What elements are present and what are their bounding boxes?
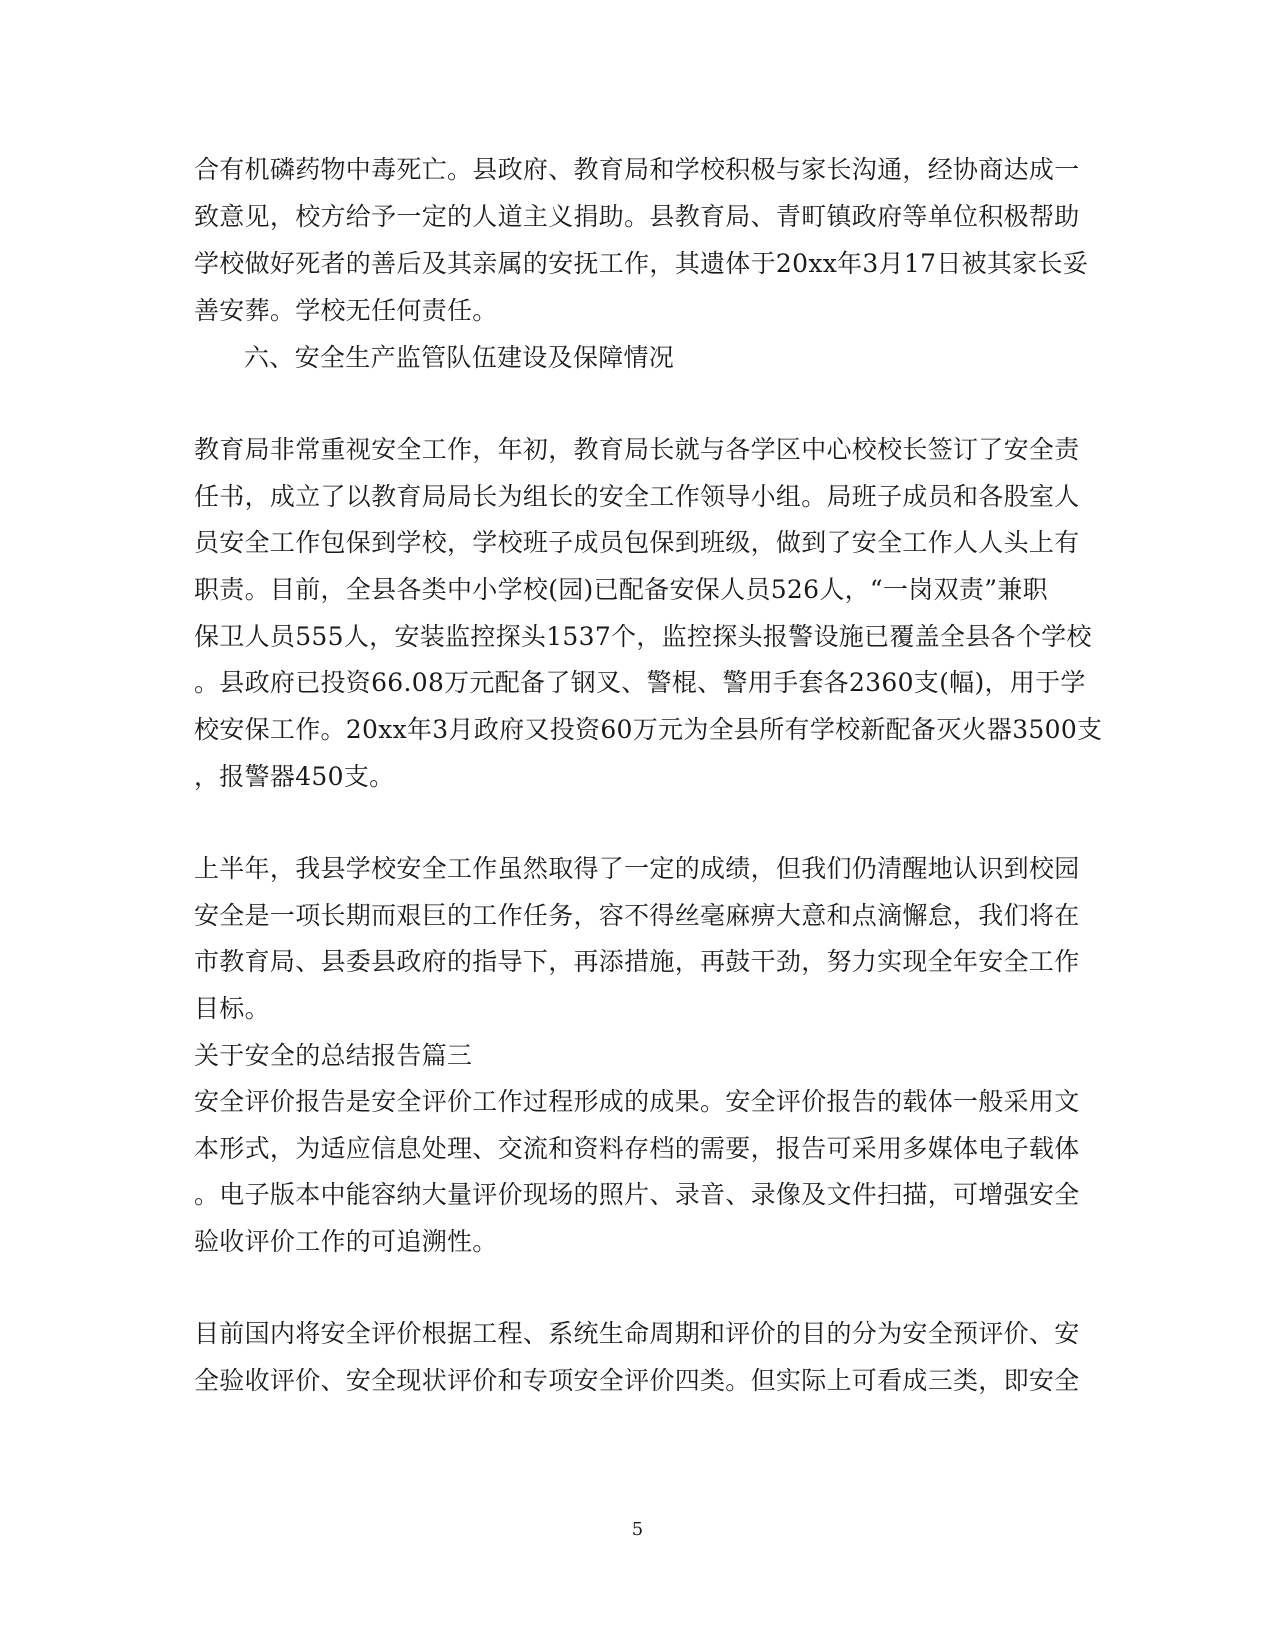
text-line: 验收评价工作的可追溯性。 <box>194 1227 498 1256</box>
text-line: 任书，成立了以教育局局长为组长的安全工作领导小组。局班子成员和各股室人 <box>194 482 1080 511</box>
article-heading: 关于安全的总结报告篇三 <box>194 1041 473 1070</box>
text-line: 全验收评价、安全现状评价和专项安全评价四类。但实际上可看成三类，即安全 <box>194 1366 1080 1395</box>
text-line: 上半年，我县学校安全工作虽然取得了一定的成绩，但我们仍清醒地认识到校园 <box>194 854 1080 883</box>
text-line: 合有机磷药物中毒死亡。县政府、教育局和学校积极与家长沟通，经协商达成一 <box>194 155 1080 184</box>
text-line: 市教育局、县委县政府的指导下，再添措施，再鼓干劲，努力实现全年安全工作 <box>194 947 1080 976</box>
text-line: 安全是一项长期而艰巨的工作任务，容不得丝毫麻痹大意和点滴懈怠，我们将在 <box>194 901 1080 930</box>
text-line: ，报警器450支。 <box>194 762 395 791</box>
text-line: 。县政府已投资66.08万元配备了钢叉、警棍、警用手套各2360支(幅)，用于学 <box>194 668 1086 697</box>
text-line: 善安葬。学校无任何责任。 <box>194 296 498 325</box>
text-line: 员安全工作包保到学校，学校班子成员包保到班级，做到了安全工作人人头上有 <box>194 528 1080 557</box>
text-line: 教育局非常重视安全工作，年初，教育局长就与各学区中心校校长签订了安全责 <box>194 435 1080 464</box>
text-line: 目前国内将安全评价根据工程、系统生命周期和评价的目的分为安全预评价、安 <box>194 1319 1080 1348</box>
text-line: 安全评价报告是安全评价工作过程形成的成果。安全评价报告的载体一般采用文 <box>194 1087 1080 1116</box>
text-line: 保卫人员555人，安装监控探头1537个，监控探头报警设施已覆盖全县各个学校 <box>194 622 1092 651</box>
section-heading: 六、安全生产监管队伍建设及保障情况 <box>244 343 675 372</box>
text-line: 本形式，为适应信息处理、交流和资料存档的需要，报告可采用多媒体电子载体 <box>194 1134 1080 1163</box>
text-line: 职责。目前，全县各类中小学校(园)已配备安保人员526人，“一岗双责”兼职 <box>194 575 1048 604</box>
text-line: 致意见，校方给予一定的人道主义捐助。县教育局、青町镇政府等单位积极帮助 <box>194 202 1080 231</box>
text-line: 校安保工作。20xx年3月政府又投资60万元为全县所有学校新配备灭火器3500支 <box>194 715 1103 744</box>
text-line: 学校做好死者的善后及其亲属的安抚工作，其遗体于20xx年3月17日被其家长妥 <box>194 249 1089 278</box>
text-line: 。电子版本中能容纳大量评价现场的照片、录音、录像及文件扫描，可增强安全 <box>194 1180 1080 1209</box>
page-number: 5 <box>631 1519 644 1540</box>
text-line: 目标。 <box>194 994 270 1023</box>
